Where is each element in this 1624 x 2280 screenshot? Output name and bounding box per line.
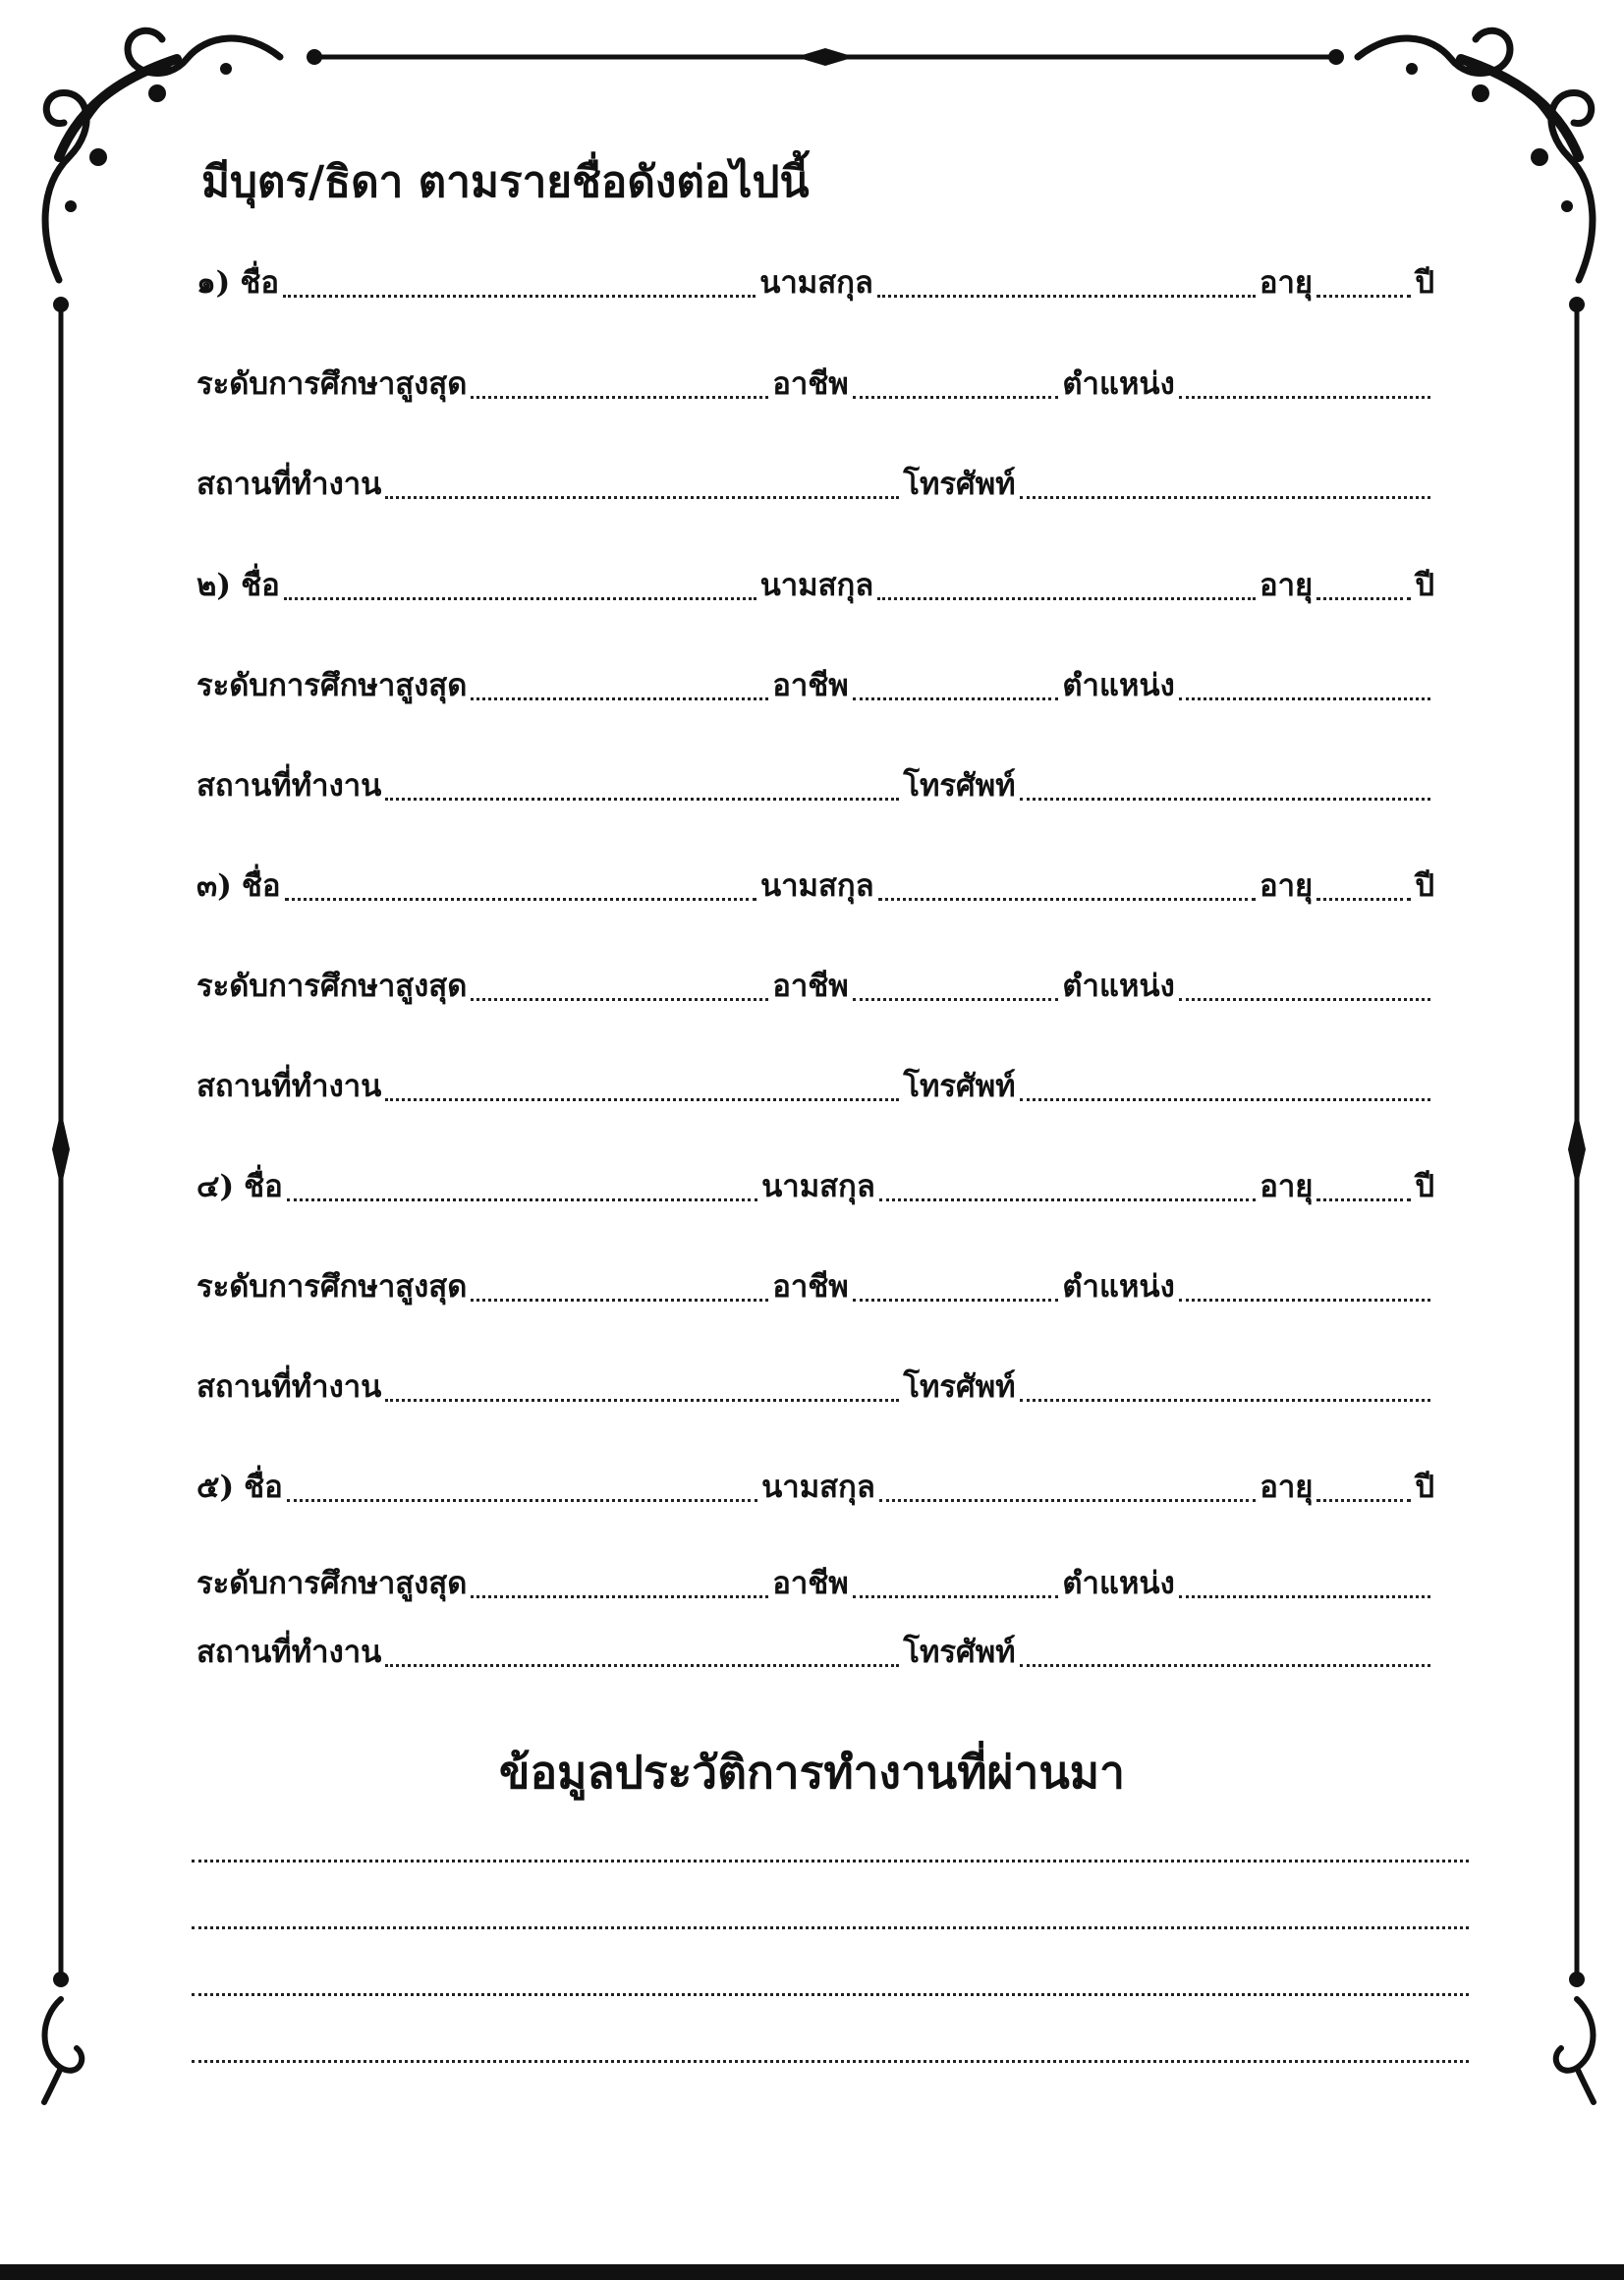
years-label: ปี (1415, 868, 1434, 904)
child-name-row (196, 257, 1434, 306)
child-number: ๑) (196, 265, 231, 301)
age-field[interactable] (1316, 1198, 1411, 1201)
surname-field[interactable] (877, 597, 1256, 600)
child-workplace-row (196, 1362, 1434, 1411)
child-number: ๕) (196, 1470, 235, 1505)
surname-field[interactable] (878, 898, 1256, 901)
workplace-field[interactable] (385, 1399, 899, 1402)
name-field[interactable] (284, 597, 756, 600)
work-history-line[interactable] (192, 1926, 1469, 1929)
child-education-row (196, 1558, 1434, 1607)
workplace-label: สถานที่ทำงาน (196, 467, 382, 502)
position-field[interactable] (1179, 697, 1430, 700)
name-label: ชื่อ (241, 568, 280, 603)
name-field[interactable] (287, 1499, 757, 1502)
years-label: ปี (1415, 1470, 1434, 1505)
work-history-line[interactable] (192, 2060, 1469, 2063)
education-label: ระดับการศึกษาสูงสุด (196, 1566, 468, 1601)
surname-label: นามสกุล (761, 1470, 875, 1505)
workplace-field[interactable] (385, 1664, 899, 1667)
name-label: ชื่อ (241, 868, 281, 904)
position-field[interactable] (1179, 396, 1430, 399)
years-label: ปี (1415, 265, 1434, 301)
years-label: ปี (1415, 568, 1434, 603)
workplace-label: สถานที่ทำงาน (196, 768, 382, 804)
occupation-field[interactable] (853, 697, 1059, 700)
page-heading: มีบุตร/ธิดา ตามรายชื่อดังต่อไปนี้ (201, 157, 810, 207)
work-history-line[interactable] (192, 1993, 1469, 1996)
age-label: อายุ (1260, 1470, 1314, 1505)
workplace-field[interactable] (385, 798, 899, 801)
occupation-label: อาชีพ (772, 366, 849, 402)
age-field[interactable] (1316, 1499, 1411, 1502)
age-label: อายุ (1260, 1169, 1314, 1204)
education-field[interactable] (471, 998, 768, 1001)
child-education-row (196, 961, 1434, 1010)
occupation-label: อาชีพ (772, 668, 849, 703)
age-field[interactable] (1316, 295, 1411, 298)
position-label: ตำแหน่ง (1062, 366, 1175, 402)
child-workplace-row (196, 459, 1434, 508)
education-label: ระดับการศึกษาสูงสุด (196, 1269, 468, 1305)
name-field[interactable] (285, 898, 756, 901)
workplace-label: สถานที่ทำงาน (196, 1369, 382, 1405)
education-label: ระดับการศึกษาสูงสุด (196, 668, 468, 703)
surname-field[interactable] (879, 1499, 1256, 1502)
occupation-field[interactable] (853, 1299, 1059, 1302)
name-label: ชื่อ (244, 1470, 283, 1505)
child-education-row (196, 660, 1434, 709)
child-name-row (196, 1161, 1434, 1210)
workplace-field[interactable] (385, 1098, 899, 1101)
occupation-field[interactable] (853, 1595, 1059, 1598)
position-label: ตำแหน่ง (1062, 969, 1175, 1004)
phone-field[interactable] (1020, 798, 1430, 801)
scan-edge (0, 2264, 1624, 2280)
age-field[interactable] (1316, 898, 1411, 901)
child-workplace-row (196, 760, 1434, 809)
age-label: อายุ (1260, 868, 1314, 904)
position-label: ตำแหน่ง (1062, 1566, 1175, 1601)
phone-field[interactable] (1020, 1098, 1430, 1101)
phone-field[interactable] (1020, 1664, 1430, 1667)
surname-field[interactable] (879, 1198, 1256, 1201)
child-education-row (196, 359, 1434, 408)
child-number: ๓) (196, 868, 232, 904)
occupation-label: อาชีพ (772, 1566, 849, 1601)
name-field[interactable] (287, 1198, 757, 1201)
years-label: ปี (1415, 1169, 1434, 1204)
child-workplace-row (196, 1061, 1434, 1110)
position-field[interactable] (1179, 1299, 1430, 1302)
occupation-label: อาชีพ (772, 1269, 849, 1305)
surname-label: นามสกุล (761, 1169, 875, 1204)
workplace-label: สถานที่ทำงาน (196, 1069, 382, 1104)
position-field[interactable] (1179, 1595, 1430, 1598)
phone-label: โทรศัพท์ (903, 467, 1016, 502)
phone-field[interactable] (1020, 496, 1430, 499)
child-workplace-row (196, 1627, 1434, 1676)
work-history-line[interactable] (192, 1860, 1469, 1863)
surname-field[interactable] (877, 295, 1256, 298)
phone-field[interactable] (1020, 1399, 1430, 1402)
child-name-row (196, 1462, 1434, 1511)
phone-label: โทรศัพท์ (903, 768, 1016, 804)
age-label: อายุ (1259, 265, 1314, 301)
occupation-label: อาชีพ (772, 969, 849, 1004)
phone-label: โทรศัพท์ (903, 1369, 1016, 1405)
occupation-field[interactable] (853, 396, 1059, 399)
phone-label: โทรศัพท์ (903, 1635, 1016, 1670)
age-field[interactable] (1316, 597, 1411, 600)
surname-label: นามสกุล (759, 568, 874, 603)
surname-label: นามสกุล (759, 265, 873, 301)
education-field[interactable] (471, 396, 768, 399)
child-name-row (196, 861, 1434, 910)
position-field[interactable] (1179, 998, 1430, 1001)
education-label: ระดับการศึกษาสูงสุด (196, 366, 468, 402)
workplace-field[interactable] (385, 496, 899, 499)
name-field[interactable] (283, 295, 756, 298)
position-label: ตำแหน่ง (1062, 668, 1175, 703)
education-label: ระดับการศึกษาสูงสุด (196, 969, 468, 1004)
child-name-row (196, 560, 1434, 609)
surname-label: นามสกุล (759, 868, 874, 904)
education-field[interactable] (471, 1299, 768, 1302)
phone-label: โทรศัพท์ (903, 1069, 1016, 1104)
child-number: ๔) (196, 1169, 235, 1204)
work-history-title: ข้อมูลประวัติการทำงานที่ผ่านมา (499, 1746, 1125, 1799)
education-field[interactable] (471, 1595, 768, 1598)
child-number: ๒) (196, 568, 232, 603)
education-field[interactable] (471, 697, 768, 700)
name-label: ชื่อ (240, 265, 280, 301)
position-label: ตำแหน่ง (1062, 1269, 1175, 1305)
occupation-field[interactable] (853, 998, 1059, 1001)
name-label: ชื่อ (244, 1169, 283, 1204)
age-label: อายุ (1259, 568, 1314, 603)
workplace-label: สถานที่ทำงาน (196, 1635, 382, 1670)
child-education-row (196, 1261, 1434, 1310)
